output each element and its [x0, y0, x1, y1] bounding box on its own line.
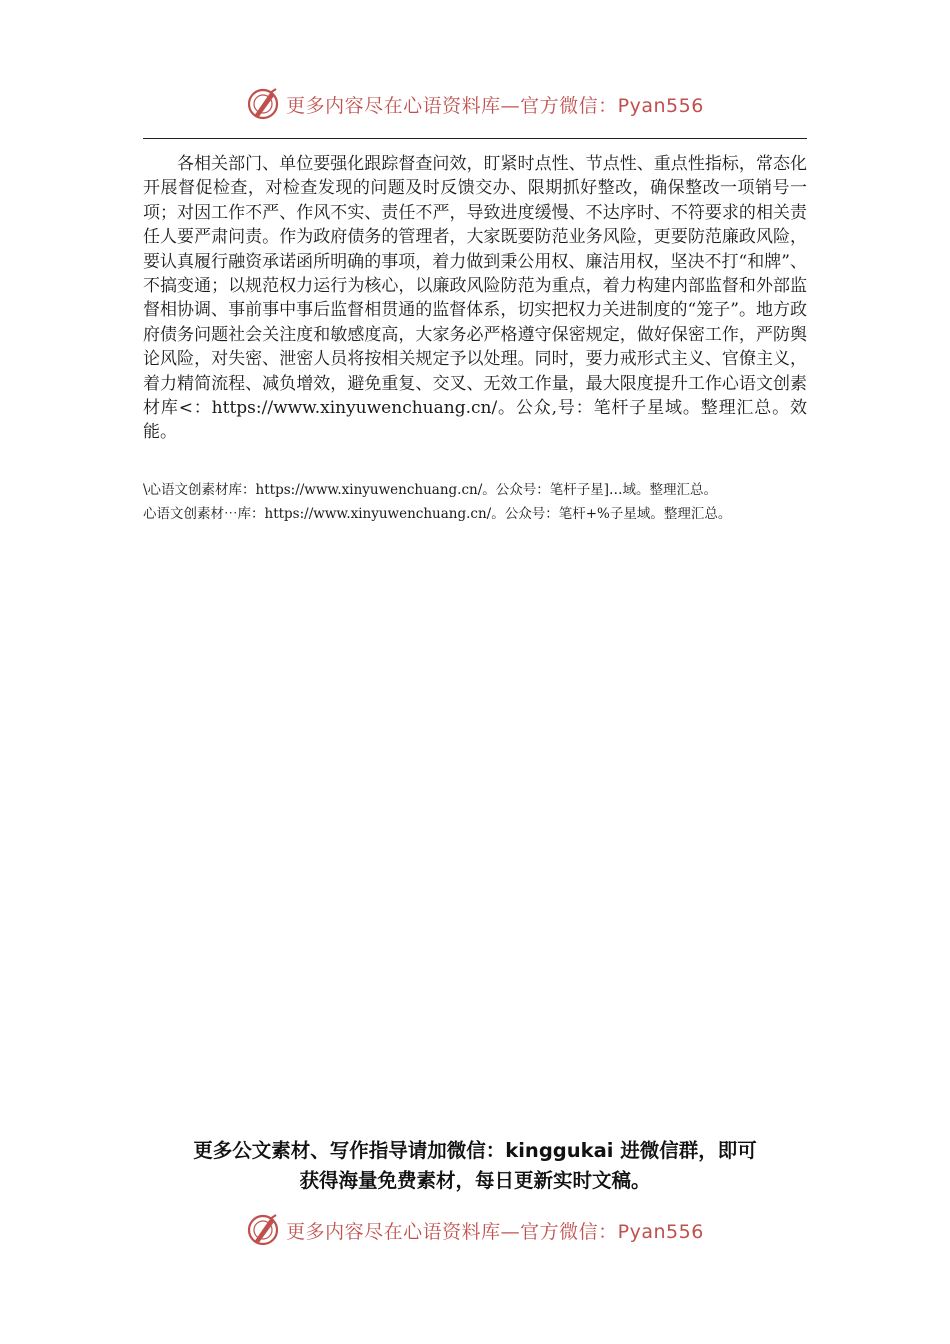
pen-nib-logo-icon	[246, 1213, 280, 1247]
source-note-line-2: 心语文创素材⋯库：https://www.xinyuwenchuang.cn/。公众号：笔杆+%子星域。整理汇总。	[143, 506, 732, 522]
pen-nib-logo-icon	[246, 87, 280, 121]
body-paragraph: 各相关部门、单位要强化跟踪督查问效，盯紧时点性、节点性、重点性指标，常态化开展督促检查，对检查发现的问题及时反馈交办、限期抓好整改，确保整改一项销号一项；对因工作不严、作风不实、责任不严，导致进度缓慢、不达序时、不符要求的相关责任人要严肃问责。作为政府债务的管理者，大家既要防范业务风险，更要防范廉政风险，要认真履行融资承诺函所明确的事项，着力做到秉公用权、廉洁用权，坚决不打“和牌”、不搞变通；以规范权力运行为核心，以廉政风险防范为重点，着力构建内部监督和外部监督相协调、事前事中事后监督相贯通的监督体系，切实把权力关进制度的“笼子”。地方政府债务问题社会关注度和敏感度高，大家务必严格遵守保密规定，做好保密工作，严防舆论风险，对失密、泄密人员将按相关规定予以处理。同时，要力戒形式主义、官僚主义，着力精简流程、减负增效，避免重复、交叉、无效工作量，最大限度提升工作心语文创素材库<：https://www.xinyuwenchuang.cn/。公众,号：笔杆子星域。整理汇总。效能。	[143, 154, 807, 443]
header-divider	[143, 138, 807, 139]
promo-line-2: 获得海量免费素材，每日更新实时文稿。	[299, 1169, 651, 1192]
document-body	[143, 152, 807, 445]
header-banner-text: 更多内容尽在心语资料库—官方微信：Pyan556	[286, 94, 704, 117]
source-note-line-1: \心语文创素材库：https://www.xinyuwenchuang.cn/。公众号：笔杆子星]…域。整理汇总。	[143, 482, 718, 498]
promo-notice	[0, 1136, 950, 1196]
footer-banner-text: 更多内容尽在心语资料库—官方微信：Pyan556	[286, 1220, 704, 1243]
promo-line-1: 更多公文素材、写作指导请加微信：kinggukai 进微信群，即可	[193, 1139, 757, 1162]
header-banner	[0, 84, 950, 124]
footer-banner	[0, 1210, 950, 1250]
